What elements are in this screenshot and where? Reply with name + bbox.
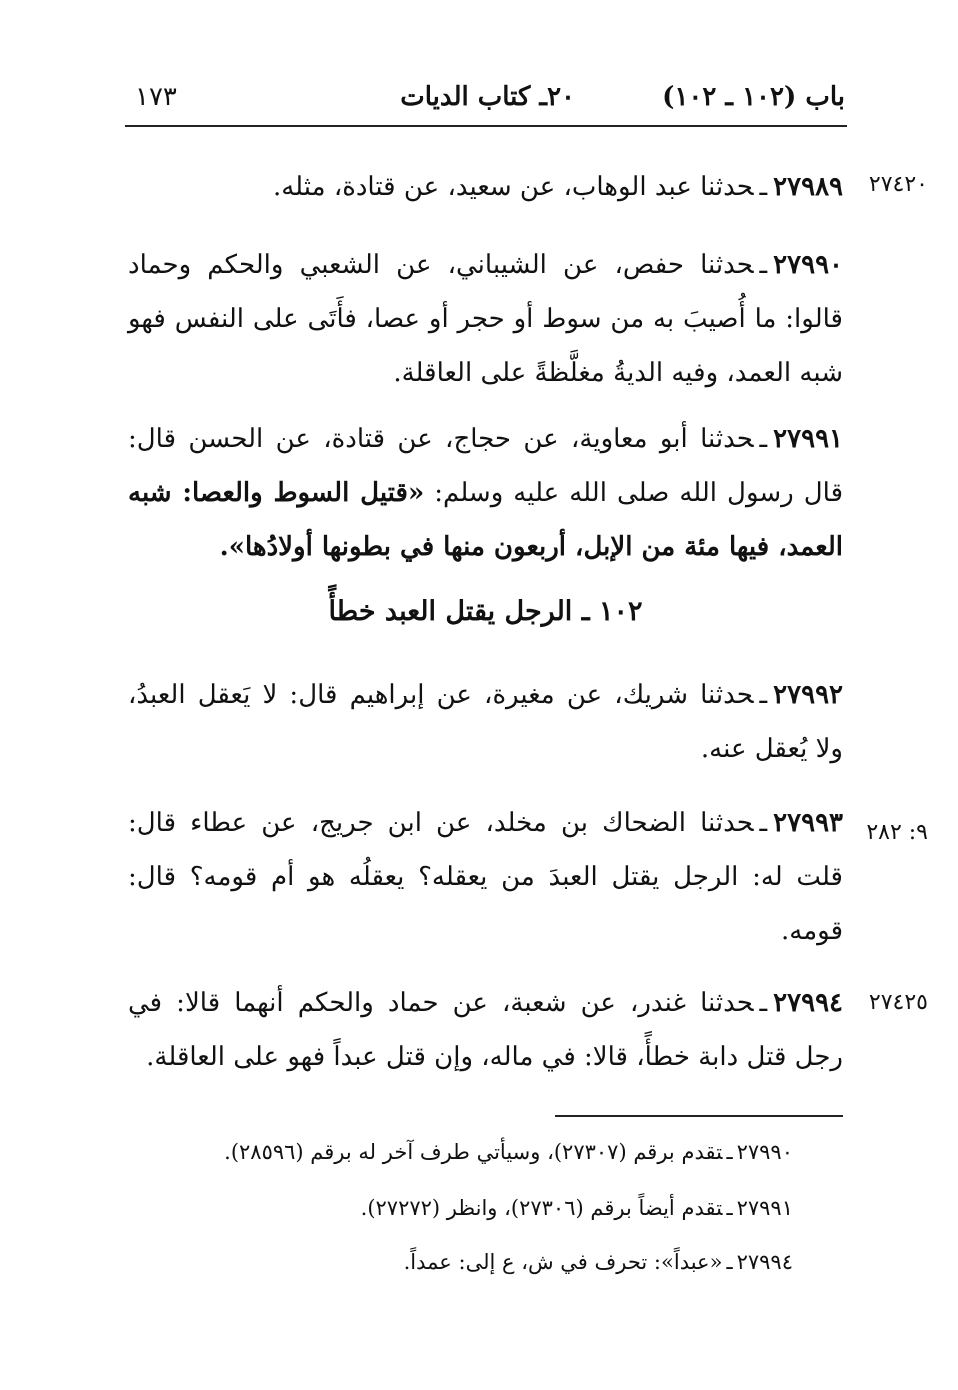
- hadith-number: ٢٧٩٩٠: [773, 250, 843, 280]
- header-divider: [125, 125, 847, 127]
- dash: ـ: [759, 988, 768, 1018]
- hadith-number: ٢٧٩٩١: [773, 424, 843, 454]
- hadith-number: ٢٧٩٩٤: [773, 988, 843, 1018]
- hadith-number: ٢٧٩٨٩: [773, 172, 843, 202]
- hadith-entry: [128, 668, 843, 776]
- dash: ـ: [726, 1196, 733, 1220]
- footnote-number: ٢٧٩٩٤: [736, 1250, 793, 1274]
- footnote-text: تقدم برقم (٢٧٣٠٧)، وسيأتي طرف آخر له برقم (٢٨٥٩٦).: [224, 1140, 723, 1164]
- margin-reference: ٢٧٤٢٥: [868, 990, 928, 1015]
- hadith-text: حدثنا أبو معاوية، عن حجاج، عن قتادة، عن الحسن قال: قال رسول الله صلى الله عليه وسلم:: [128, 424, 843, 508]
- hadith-entry: [128, 160, 843, 214]
- dash: ـ: [726, 1140, 733, 1164]
- dash: ـ: [759, 250, 768, 280]
- hadith-number: ٢٧٩٩٣: [773, 808, 843, 838]
- hadith-text: حدثنا غندر، عن شعبة، عن حماد والحكم أنهما قالا: في رجل قتل دابة خطأً، قالا: في ماله، وإن قتل عبداً فهو على العاقلة.: [128, 988, 843, 1072]
- margin-reference: ٩: ٢٨٢: [866, 820, 928, 845]
- footnote-number: ٢٧٩٩١: [736, 1196, 793, 1220]
- dash: ـ: [759, 808, 768, 838]
- footnote-text: تقدم أيضاً برقم (٢٧٣٠٦)، وانظر (٢٧٢٧٢).: [360, 1196, 723, 1220]
- footnote-number: ٢٧٩٩٠: [736, 1140, 793, 1164]
- section-heading: ١٠٢ ـ الرجل يقتل العبد خطأً: [328, 596, 643, 627]
- hadith-text: حدثنا عبد الوهاب، عن سعيد، عن قتادة، مثله.: [272, 172, 754, 202]
- prophetic-quote: «قتيل السوط والعصا: شبه العمد، فيها مئة من الإبل، أربعون منها في بطونها أولادُها».: [128, 478, 843, 562]
- hadith-entry: [128, 412, 843, 574]
- footnote-text: «عبداً»: تحرف في ش، ع إلى: عمداً.: [403, 1250, 723, 1274]
- hadith-number: ٢٧٩٩٢: [773, 680, 843, 710]
- footnote: [143, 1250, 793, 1274]
- margin-reference: ٢٧٤٢٠: [868, 172, 928, 197]
- hadith-entry: [128, 976, 843, 1084]
- dash: ـ: [759, 172, 768, 202]
- footnote: [143, 1140, 793, 1164]
- hadith-entry: [128, 238, 843, 400]
- footnote-divider: [555, 1115, 843, 1117]
- hadith-text: حدثنا شريك، عن مغيرة، عن إبراهيم قال: لا يَعقل العبدُ، ولا يُعقل عنه.: [128, 680, 843, 764]
- page-number: ١٧٣: [135, 82, 177, 112]
- footnote: [143, 1196, 793, 1220]
- hadith-text: حدثنا حفص، عن الشيباني، عن الشعبي والحكم وحماد قالوا: ما أُصيبَ به من سوط أو حجر أو عصا، فأَتَى على النفس فهو شبه العمد، وفيه الديةُ مغلَّظةً على العاقلة.: [128, 250, 843, 388]
- dash: ـ: [726, 1250, 733, 1274]
- page-header: [125, 82, 845, 122]
- dash: ـ: [759, 424, 768, 454]
- chapter-heading: باب (١٠٢ ـ ١٠٢): [662, 82, 845, 112]
- dash: ـ: [759, 680, 768, 710]
- hadith-text: حدثنا الضحاك بن مخلد، عن ابن جريج، عن عطاء قال: قلت له: الرجل يقتل العبدَ من يعقله؟ يعقلُه هو أم قومه؟ قال: قومه.: [128, 808, 843, 946]
- book-title: ٢٠ـ كتاب الديات: [400, 82, 575, 112]
- hadith-entry: [128, 796, 843, 958]
